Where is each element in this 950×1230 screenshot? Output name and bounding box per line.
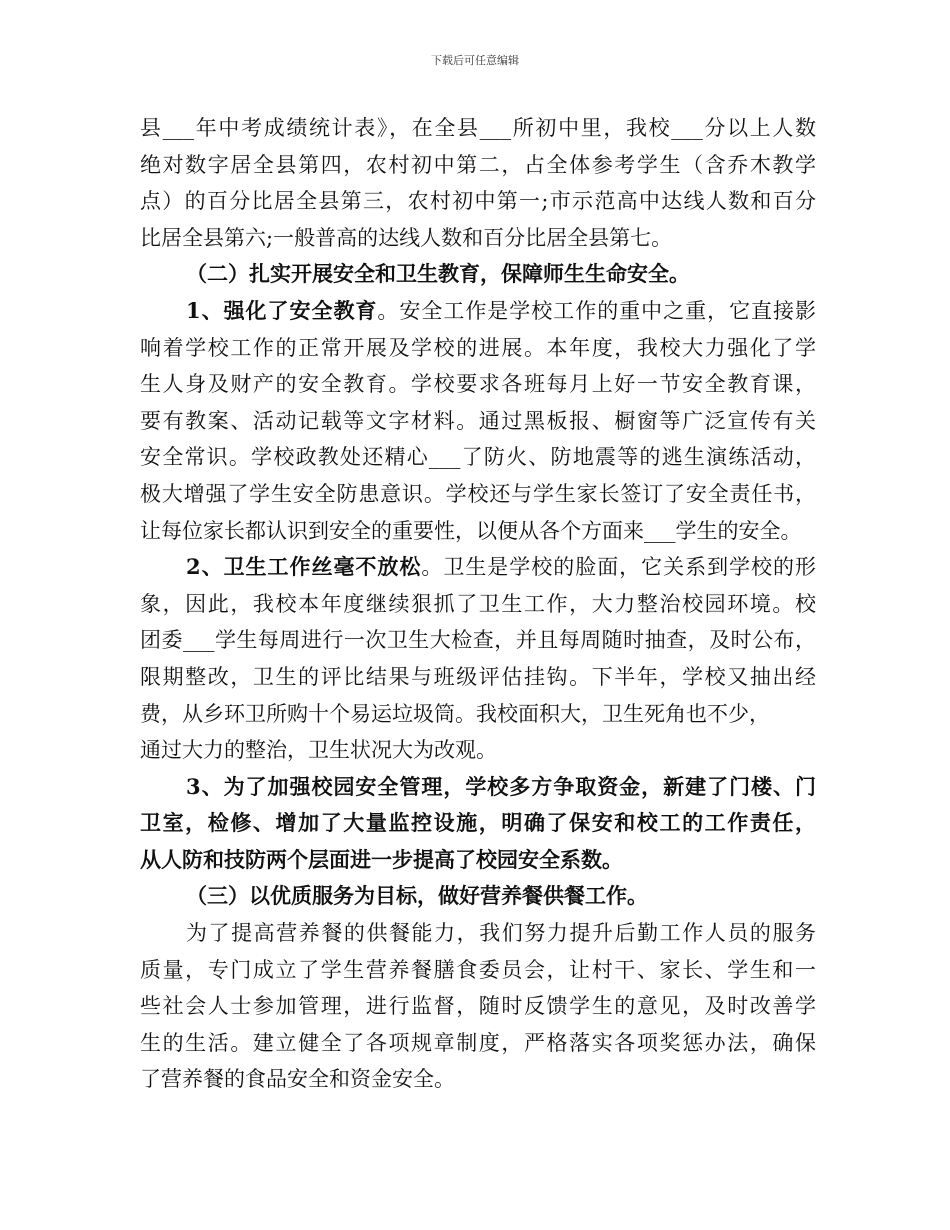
text-line: 安全常识。学校政教处还精心___了防火、防地震等的逃生演练活动， [140, 445, 816, 470]
text-line: 卫室，检修、增加了大量监控设施，明确了保安和校工的工作责任， [140, 810, 816, 836]
text-line: 团委___学生每周进行一次卫生大检查，并且每周随时抽查，及时公布， [140, 628, 816, 653]
text-run: 。卫生是学校的脸面，它关系到学校的形 [421, 555, 816, 580]
text-line: 3、为了加强校园安全管理，学校多方争取资金，新建了门楼、门 [186, 773, 816, 799]
document-body [140, 110, 816, 1098]
text-line: 象，因此，我校本年度继续狠抓了卫生工作，大力整治校园环境。校 [140, 591, 816, 616]
text-line: 让每位家长都认识到安全的重要性，以便从各个方面来___学生的安全。 [140, 518, 802, 543]
text-line: 些社会人士参加管理，进行监督，随时反馈学生的意见，及时改善学 [140, 994, 816, 1019]
text-line: 点）的百分比居全县第三，农村初中第一;市示范高中达线人数和百分 [140, 189, 816, 214]
text-line: 绝对数字居全县第四，农村初中第二，占全体参考学生（含乔木教学 [140, 152, 816, 177]
text-line [140, 293, 816, 330]
paragraph-campus-security [140, 769, 816, 879]
text-line: 费，从乡环卫所购十个易运垃圾筒。我校面积大，卫生死角也不少， [140, 701, 770, 726]
text-line: 从人防和技防两个层面进一步提高了校园安全系数。 [140, 846, 623, 872]
text-line [140, 549, 816, 586]
paragraph-safety-education [140, 293, 816, 549]
text-line: 为了提高营养餐的供餐能力，我们努力提升后勤工作人员的服务 [186, 921, 816, 946]
text-line: 限期整改，卫生的评比结果与班级评估挂钩。下半年，学校又抽出经 [140, 664, 816, 689]
text-line: 极大增强了学生安全防患意识。学校还与学生家长签订了安全责任书， [140, 481, 816, 506]
item-title-hygiene: 2、卫生工作丝毫不放松 [186, 554, 422, 580]
section-heading-nutrition: （三）以优质服务为目标，做好营养餐供餐工作。 [186, 883, 648, 909]
text-line: 比居全县第六;一般普高的达线人数和百分比居全县第七。 [140, 225, 673, 250]
text-line: 通过大力的整治，卫生状况大为改观。 [140, 738, 497, 763]
text-line: 质量，专门成立了学生营养餐膳食委员会，让村干、家长、学生和一 [140, 957, 816, 982]
text-run: 。安全工作是学校工作的重中之重，它直接影 [377, 298, 816, 323]
text-line: 生人身及财产的安全教育。学校要求各班每月上好一节安全教育课， [140, 372, 816, 397]
paragraph-hygiene-work [140, 549, 816, 769]
text-line: 县___年中考成绩统计表》，在全县___所初中里，我校___分以上人数 [140, 116, 816, 140]
item-title-safety-education: 1、强化了安全教育 [186, 297, 378, 323]
text-line: 响着学校工作的正常开展及学校的进展。本年度，我校大力强化了学 [140, 335, 816, 360]
text-line: 生的生活。建立健全了各项规章制度，严格落实各项奖惩办法，确保 [140, 1030, 816, 1055]
paragraph-nutrition-meals [140, 915, 816, 1098]
section-heading-safety: （二）扎实开展安全和卫生教育，保障师生生命安全。 [186, 261, 690, 287]
page-header: 下载后可任意编辑 [431, 54, 519, 67]
text-line: 要有教案、活动记载等文字材料。通过黑板报、橱窗等广泛宣传有关 [140, 408, 816, 433]
paragraph-exam-results [140, 110, 816, 256]
text-line: 了营养餐的食品安全和资金安全。 [140, 1067, 455, 1092]
